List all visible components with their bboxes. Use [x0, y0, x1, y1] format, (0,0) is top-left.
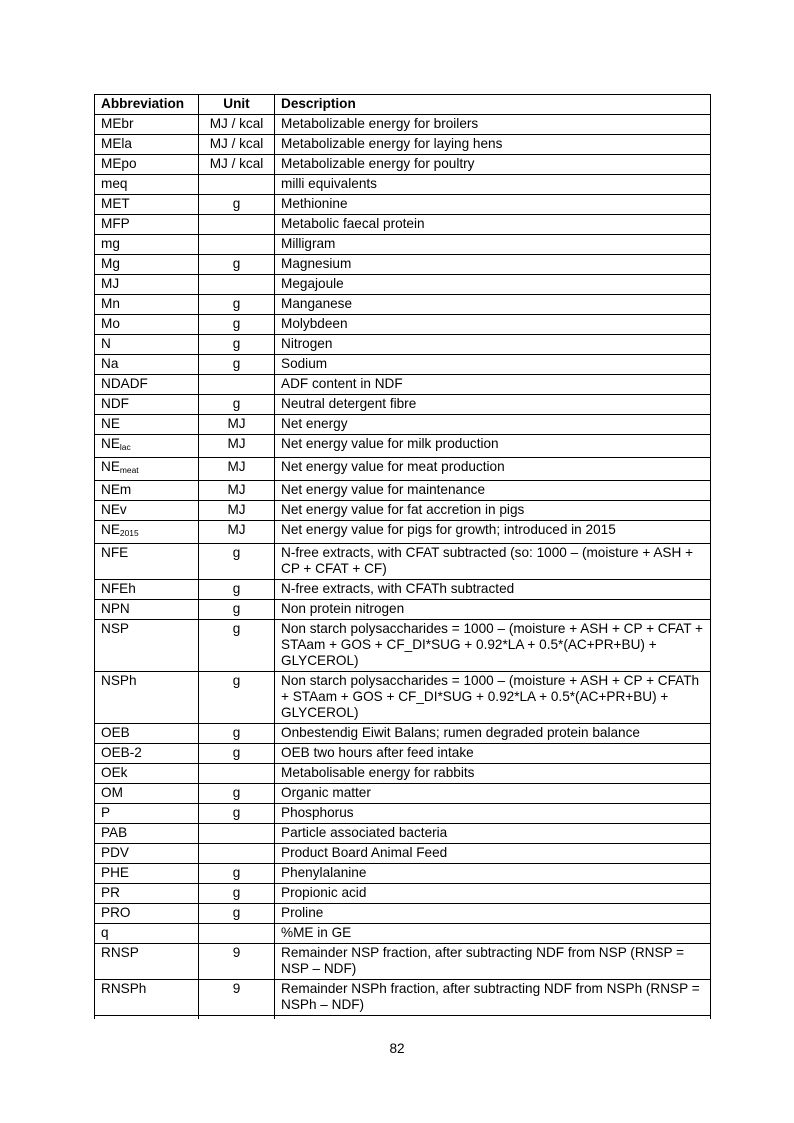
cell-unit [199, 275, 275, 295]
cell-unit: 9 [199, 944, 275, 980]
cell-unit: MJ [199, 458, 275, 481]
cell-description: Sodium [275, 355, 711, 375]
cell-description: Organic matter [275, 784, 711, 804]
cell-abbreviation [95, 115, 199, 135]
cell-abbreviation [95, 155, 199, 175]
cell-abbreviation [95, 764, 199, 784]
cell-description: Phenylalanine [275, 864, 711, 884]
table-row [95, 884, 711, 904]
cell-unit: MJ [199, 481, 275, 501]
cell-unit: g [199, 255, 275, 275]
cell-unit: g [199, 724, 275, 744]
header-description: Description [275, 95, 711, 115]
cell-abbreviation [95, 255, 199, 275]
cell-description: Non starch polysaccharides = 1000 – (moisture + ASH + CP + CFAT + STAam + GOS + CF_DI*SUG + 0.92*LA + 0.5*(AC+PR+BU) + GLYCEROL) [275, 620, 711, 672]
cell-unit: g [199, 600, 275, 620]
cell-unit: g [199, 395, 275, 415]
table-row [95, 215, 711, 235]
abbreviation-text: RNSP [101, 945, 139, 961]
table-row [95, 501, 711, 521]
abbreviations-table [94, 94, 711, 1019]
abbreviation-text: Mg [101, 256, 120, 271]
abbreviation-text: NEv [101, 502, 127, 518]
cell-description: Onbestendig Eiwit Balans; rumen degraded protein balance [275, 724, 711, 744]
cell-description: Net energy value for milk production [275, 435, 711, 458]
abbreviation-text: mg [101, 236, 120, 251]
cell-unit: g [199, 804, 275, 824]
abbreviation-text: MEla [101, 136, 132, 151]
table-row [95, 924, 711, 944]
abbreviation-text: Mo [101, 316, 120, 331]
cell-description: Megajoule [275, 275, 711, 295]
cell-abbreviation [95, 135, 199, 155]
cell-unit: g [199, 744, 275, 764]
cell-unit [199, 215, 275, 235]
table-row [95, 980, 711, 1016]
cell-abbreviation [95, 744, 199, 764]
table-row [95, 944, 711, 980]
header-unit: Unit [199, 95, 275, 115]
abbreviation-text: NEm [101, 482, 132, 498]
cell-abbreviation [95, 844, 199, 864]
cell-abbreviation [95, 335, 199, 355]
abbreviation-text: NE [101, 416, 120, 431]
cell-description: Proline [275, 904, 711, 924]
cell-abbreviation [95, 481, 199, 501]
header-abbreviation: Abbreviation [95, 95, 199, 115]
table-row [95, 764, 711, 784]
cell-abbreviation [95, 235, 199, 255]
table-row [95, 375, 711, 395]
cell-abbreviation [95, 600, 199, 620]
cell-description: Remainder NSPh fraction, after subtracting NDF from NSPh (RNSP = NSPh – NDF) [275, 980, 711, 1016]
abbreviation-text: OM [101, 785, 123, 801]
cell-abbreviation [95, 215, 199, 235]
table-row [95, 415, 711, 435]
cell-description: Nitrogen [275, 335, 711, 355]
cell-unit [199, 175, 275, 195]
table-continuation-edge [95, 1016, 711, 1020]
table-row [95, 335, 711, 355]
table-row [95, 600, 711, 620]
cell-description: Metabolisable energy for rabbits [275, 764, 711, 784]
cell-abbreviation [95, 395, 199, 415]
abbreviation-subscript: 2015 [119, 528, 139, 539]
abbreviation-text: Na [101, 356, 119, 371]
cell-description: ADF content in NDF [275, 375, 711, 395]
cell-description: Neutral detergent fibre [275, 395, 711, 415]
abbreviation-text: PRO [101, 905, 131, 921]
table-row [95, 235, 711, 255]
cell-description: Phosphorus [275, 804, 711, 824]
cell-description: Non protein nitrogen [275, 600, 711, 620]
table-row [95, 115, 711, 135]
abbreviation-text: MET [101, 196, 130, 211]
cell-description: Magnesium [275, 255, 711, 275]
abbreviation-text: q [101, 925, 109, 941]
abbreviation-text: NE [101, 459, 120, 475]
cell-abbreviation [95, 275, 199, 295]
abbreviation-text: meq [101, 176, 128, 191]
abbreviation-subscript: lac [119, 442, 131, 453]
cell-abbreviation [95, 521, 199, 544]
cell-unit [199, 924, 275, 944]
cell-unit: g [199, 864, 275, 884]
cell-description: Milligram [275, 235, 711, 255]
table-row [95, 521, 711, 544]
table-row [95, 724, 711, 744]
cell-unit: g [199, 784, 275, 804]
abbreviation-text: P [101, 805, 111, 821]
cell-description: Metabolizable energy for poultry [275, 155, 711, 175]
abbreviation-text: OEB-2 [101, 745, 142, 761]
cell-description: Net energy [275, 415, 711, 435]
cell-unit: g [199, 672, 275, 724]
cell-description: Product Board Animal Feed [275, 844, 711, 864]
cell-unit: g [199, 904, 275, 924]
cell-unit [199, 235, 275, 255]
cell-description: %ME in GE [275, 924, 711, 944]
cell-unit: 9 [199, 980, 275, 1016]
abbreviation-text: PHE [101, 865, 129, 881]
abbreviation-subscript: meat [119, 465, 139, 476]
cell-abbreviation [95, 620, 199, 672]
abbreviation-text: NPN [101, 601, 130, 617]
abbreviation-text: RNSPh [101, 981, 147, 997]
table-row [95, 395, 711, 415]
cell-description: Propionic acid [275, 884, 711, 904]
cell-unit: g [199, 335, 275, 355]
table-row [95, 580, 711, 600]
cell-abbreviation [95, 924, 199, 944]
cell-unit: MJ [199, 521, 275, 544]
table-row [95, 195, 711, 215]
cell-abbreviation [95, 435, 199, 458]
cell-abbreviation [95, 784, 199, 804]
cell-abbreviation [95, 458, 199, 481]
abbreviation-text: NSPh [101, 673, 137, 689]
cell-description: Methionine [275, 195, 711, 215]
cell-unit: g [199, 884, 275, 904]
cell-unit: MJ / kcal [199, 115, 275, 135]
abbreviation-text: MEbr [101, 116, 134, 131]
cell-unit: MJ [199, 415, 275, 435]
cell-abbreviation [95, 501, 199, 521]
table-row [95, 435, 711, 458]
continuation-cell [275, 1016, 711, 1020]
cell-unit: MJ / kcal [199, 155, 275, 175]
cell-abbreviation [95, 175, 199, 195]
cell-description: Molybdeen [275, 315, 711, 335]
cell-description: Metabolizable energy for laying hens [275, 135, 711, 155]
cell-abbreviation [95, 724, 199, 744]
cell-description: milli equivalents [275, 175, 711, 195]
cell-abbreviation [95, 804, 199, 824]
cell-unit: MJ [199, 435, 275, 458]
abbreviation-text: PR [101, 885, 120, 901]
table-row [95, 744, 711, 764]
table-row [95, 175, 711, 195]
abbreviation-text: NE [101, 436, 120, 451]
continuation-cell [95, 1016, 199, 1020]
table-row [95, 672, 711, 724]
table-row [95, 275, 711, 295]
cell-unit: g [199, 195, 275, 215]
table-row [95, 295, 711, 315]
cell-abbreviation [95, 375, 199, 395]
table-row [95, 155, 711, 175]
cell-abbreviation [95, 904, 199, 924]
abbreviation-text: NFE [101, 545, 129, 561]
cell-description: N-free extracts, with CFATh subtracted [275, 580, 711, 600]
cell-unit: MJ / kcal [199, 135, 275, 155]
cell-unit: MJ [199, 501, 275, 521]
cell-description: Remainder NSP fraction, after subtracting NDF from NSP (RNSP = NSP – NDF) [275, 944, 711, 980]
table-row [95, 355, 711, 375]
table-row [95, 844, 711, 864]
cell-description: N-free extracts, with CFAT subtracted (so: 1000 – (moisture + ASH + CP + CFAT + CF) [275, 544, 711, 580]
cell-description: Particle associated bacteria [275, 824, 711, 844]
table-row [95, 864, 711, 884]
table-row [95, 784, 711, 804]
continuation-cell [199, 1016, 275, 1020]
cell-abbreviation [95, 944, 199, 980]
cell-abbreviation [95, 295, 199, 315]
cell-abbreviation [95, 864, 199, 884]
table-row [95, 135, 711, 155]
cell-unit: g [199, 315, 275, 335]
cell-unit [199, 824, 275, 844]
table-row [95, 481, 711, 501]
abbreviation-text: NE [101, 522, 120, 538]
cell-description: Metabolizable energy for broilers [275, 115, 711, 135]
cell-abbreviation [95, 824, 199, 844]
abbreviation-text: Mn [101, 296, 120, 311]
cell-unit [199, 844, 275, 864]
abbreviation-text: PAB [101, 825, 128, 841]
cell-abbreviation [95, 415, 199, 435]
cell-description: Non starch polysaccharides = 1000 – (moisture + ASH + CP + CFATh + STAam + GOS + CF_DI*SUG + 0.92*LA + 0.5*(AC+PR+BU) + GLYCEROL) [275, 672, 711, 724]
cell-abbreviation [95, 672, 199, 724]
cell-unit: g [199, 355, 275, 375]
abbreviation-text: NDADF [101, 376, 148, 391]
cell-description: Net energy value for maintenance [275, 481, 711, 501]
table-row [95, 458, 711, 481]
abbreviation-text: NSP [101, 621, 129, 637]
abbreviation-text: PDV [101, 845, 129, 861]
abbreviation-text: NDF [101, 396, 129, 411]
abbreviation-text: N [101, 336, 111, 351]
table-row [95, 824, 711, 844]
abbreviation-text: MFP [101, 216, 130, 231]
abbreviation-text: MJ [101, 276, 120, 291]
cell-abbreviation [95, 580, 199, 600]
cell-description: Metabolic faecal protein [275, 215, 711, 235]
abbreviation-text: OEB [101, 725, 130, 741]
cell-abbreviation [95, 980, 199, 1016]
table-row [95, 804, 711, 824]
cell-description: Manganese [275, 295, 711, 315]
table-row [95, 620, 711, 672]
cell-unit: g [199, 580, 275, 600]
table-row [95, 904, 711, 924]
cell-description: Net energy value for meat production [275, 458, 711, 481]
abbreviation-text: MEpo [101, 156, 137, 171]
cell-unit [199, 764, 275, 784]
table-row [95, 315, 711, 335]
cell-abbreviation [95, 315, 199, 335]
page-number: 82 [389, 1041, 405, 1056]
abbreviation-text: OEk [101, 765, 128, 781]
header-row [95, 95, 711, 115]
cell-abbreviation [95, 544, 199, 580]
cell-unit: g [199, 295, 275, 315]
cell-description: OEB two hours after feed intake [275, 744, 711, 764]
cell-unit: g [199, 620, 275, 672]
cell-description: Net energy value for pigs for growth; introduced in 2015 [275, 521, 711, 544]
cell-abbreviation [95, 884, 199, 904]
cell-abbreviation [95, 195, 199, 215]
cell-unit [199, 375, 275, 395]
table-header [95, 95, 711, 115]
table-row [95, 544, 711, 580]
cell-unit: g [199, 544, 275, 580]
table-body [95, 115, 711, 1020]
abbreviation-text: NFEh [101, 581, 136, 597]
cell-description: Net energy value for fat accretion in pigs [275, 501, 711, 521]
table-row [95, 255, 711, 275]
cell-abbreviation [95, 355, 199, 375]
